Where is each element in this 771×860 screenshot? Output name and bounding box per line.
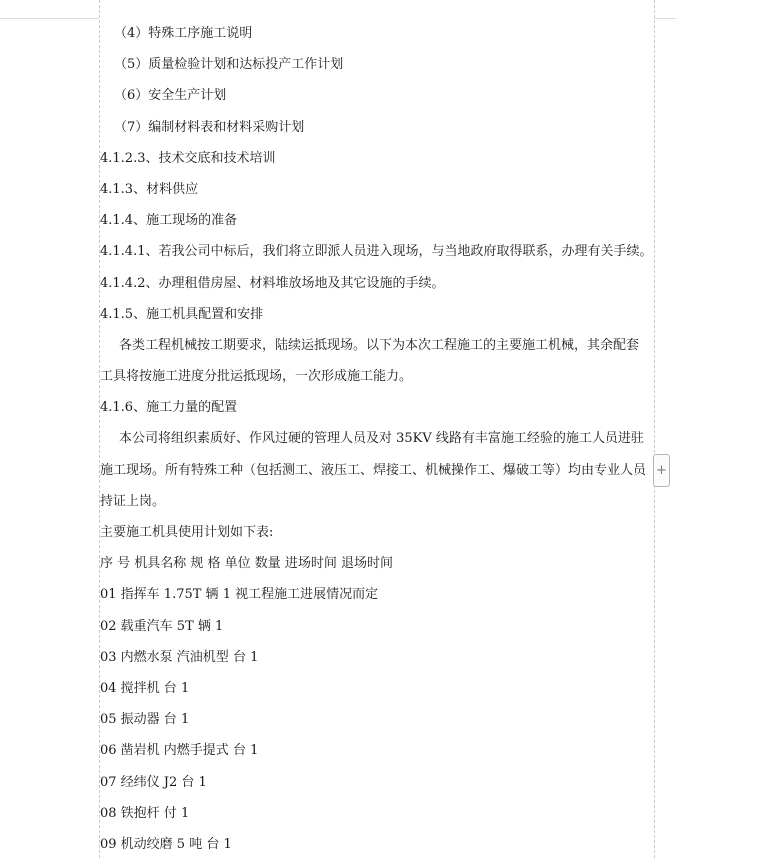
- document-line: 4.1.6、施工力量的配置: [100, 400, 238, 416]
- document-line: 各类工程机械按工期要求，陆续运抵现场。以下为本次工程施工的主要施工机械，其余配套: [119, 337, 640, 353]
- document-line: 序 号 机具名称 规 格 单位 数量 进场时间 退场时间: [100, 556, 394, 572]
- document-line: 工具将按施工进度分批运抵现场，一次形成施工能力。: [100, 369, 413, 385]
- document-line: 施工现场。所有特殊工种（包括测工、液压工、焊接工、机械操作工、爆破工等）均由专业人员: [100, 462, 647, 478]
- top-right-margin-mark: [654, 18, 676, 19]
- document-line: （4）特殊工序施工说明: [114, 26, 253, 41]
- document-line: 07 经纬仪 J2 台 1: [100, 774, 207, 790]
- document-line: （5）质量检验计划和达标投产工作计划: [114, 57, 344, 73]
- expand-plus-button[interactable]: +: [653, 454, 670, 487]
- document-line: 06 凿岩机 内燃手提式 台 1: [100, 743, 259, 759]
- document-line: 02 载重汽车 5T 辆 1: [100, 618, 224, 634]
- document-line: 09 机动绞磨 5 吨 台 1: [100, 836, 232, 852]
- document-line: 4.1.4.1、若我公司中标后，我们将立即派人员进入现场，与当地政府取得联系，办理有关手续。: [100, 244, 653, 260]
- document-line: 03 内燃水泵 汽油机型 台 1: [100, 649, 259, 665]
- document-line: 持证上岗。: [100, 493, 166, 509]
- document-line: 4.1.4.2、办理租借房屋、材料堆放场地及其它设施的手续。: [100, 275, 445, 291]
- document-line: 05 振动器 台 1: [100, 712, 190, 728]
- document-line: 4.1.3、材料供应: [100, 181, 199, 197]
- document-body: [100, 18, 656, 860]
- document-line: 4.1.2.3、技术交底和技术培训: [100, 150, 276, 166]
- document-line: （6）安全生产计划: [114, 88, 227, 104]
- document-line: 04 搅拌机 台 1: [100, 680, 190, 696]
- document-line: 主要施工机具使用计划如下表:: [100, 525, 274, 540]
- top-left-margin-mark: [0, 18, 99, 19]
- document-line: 4.1.4、施工现场的准备: [100, 213, 238, 229]
- document-line: 4.1.5、施工机具配置和安排: [100, 306, 264, 322]
- document-line: 01 指挥车 1.75T 辆 1 视工程施工进展情况而定: [100, 587, 379, 603]
- document-line: （7）编制材料表和材料采购计划: [114, 119, 305, 135]
- document-line: 08 铁抱杆 付 1: [100, 805, 190, 821]
- document-line: 本公司将组织素质好、作风过硬的管理人员及对 35KV 线路有丰富施工经验的施工人员进驻: [119, 431, 644, 447]
